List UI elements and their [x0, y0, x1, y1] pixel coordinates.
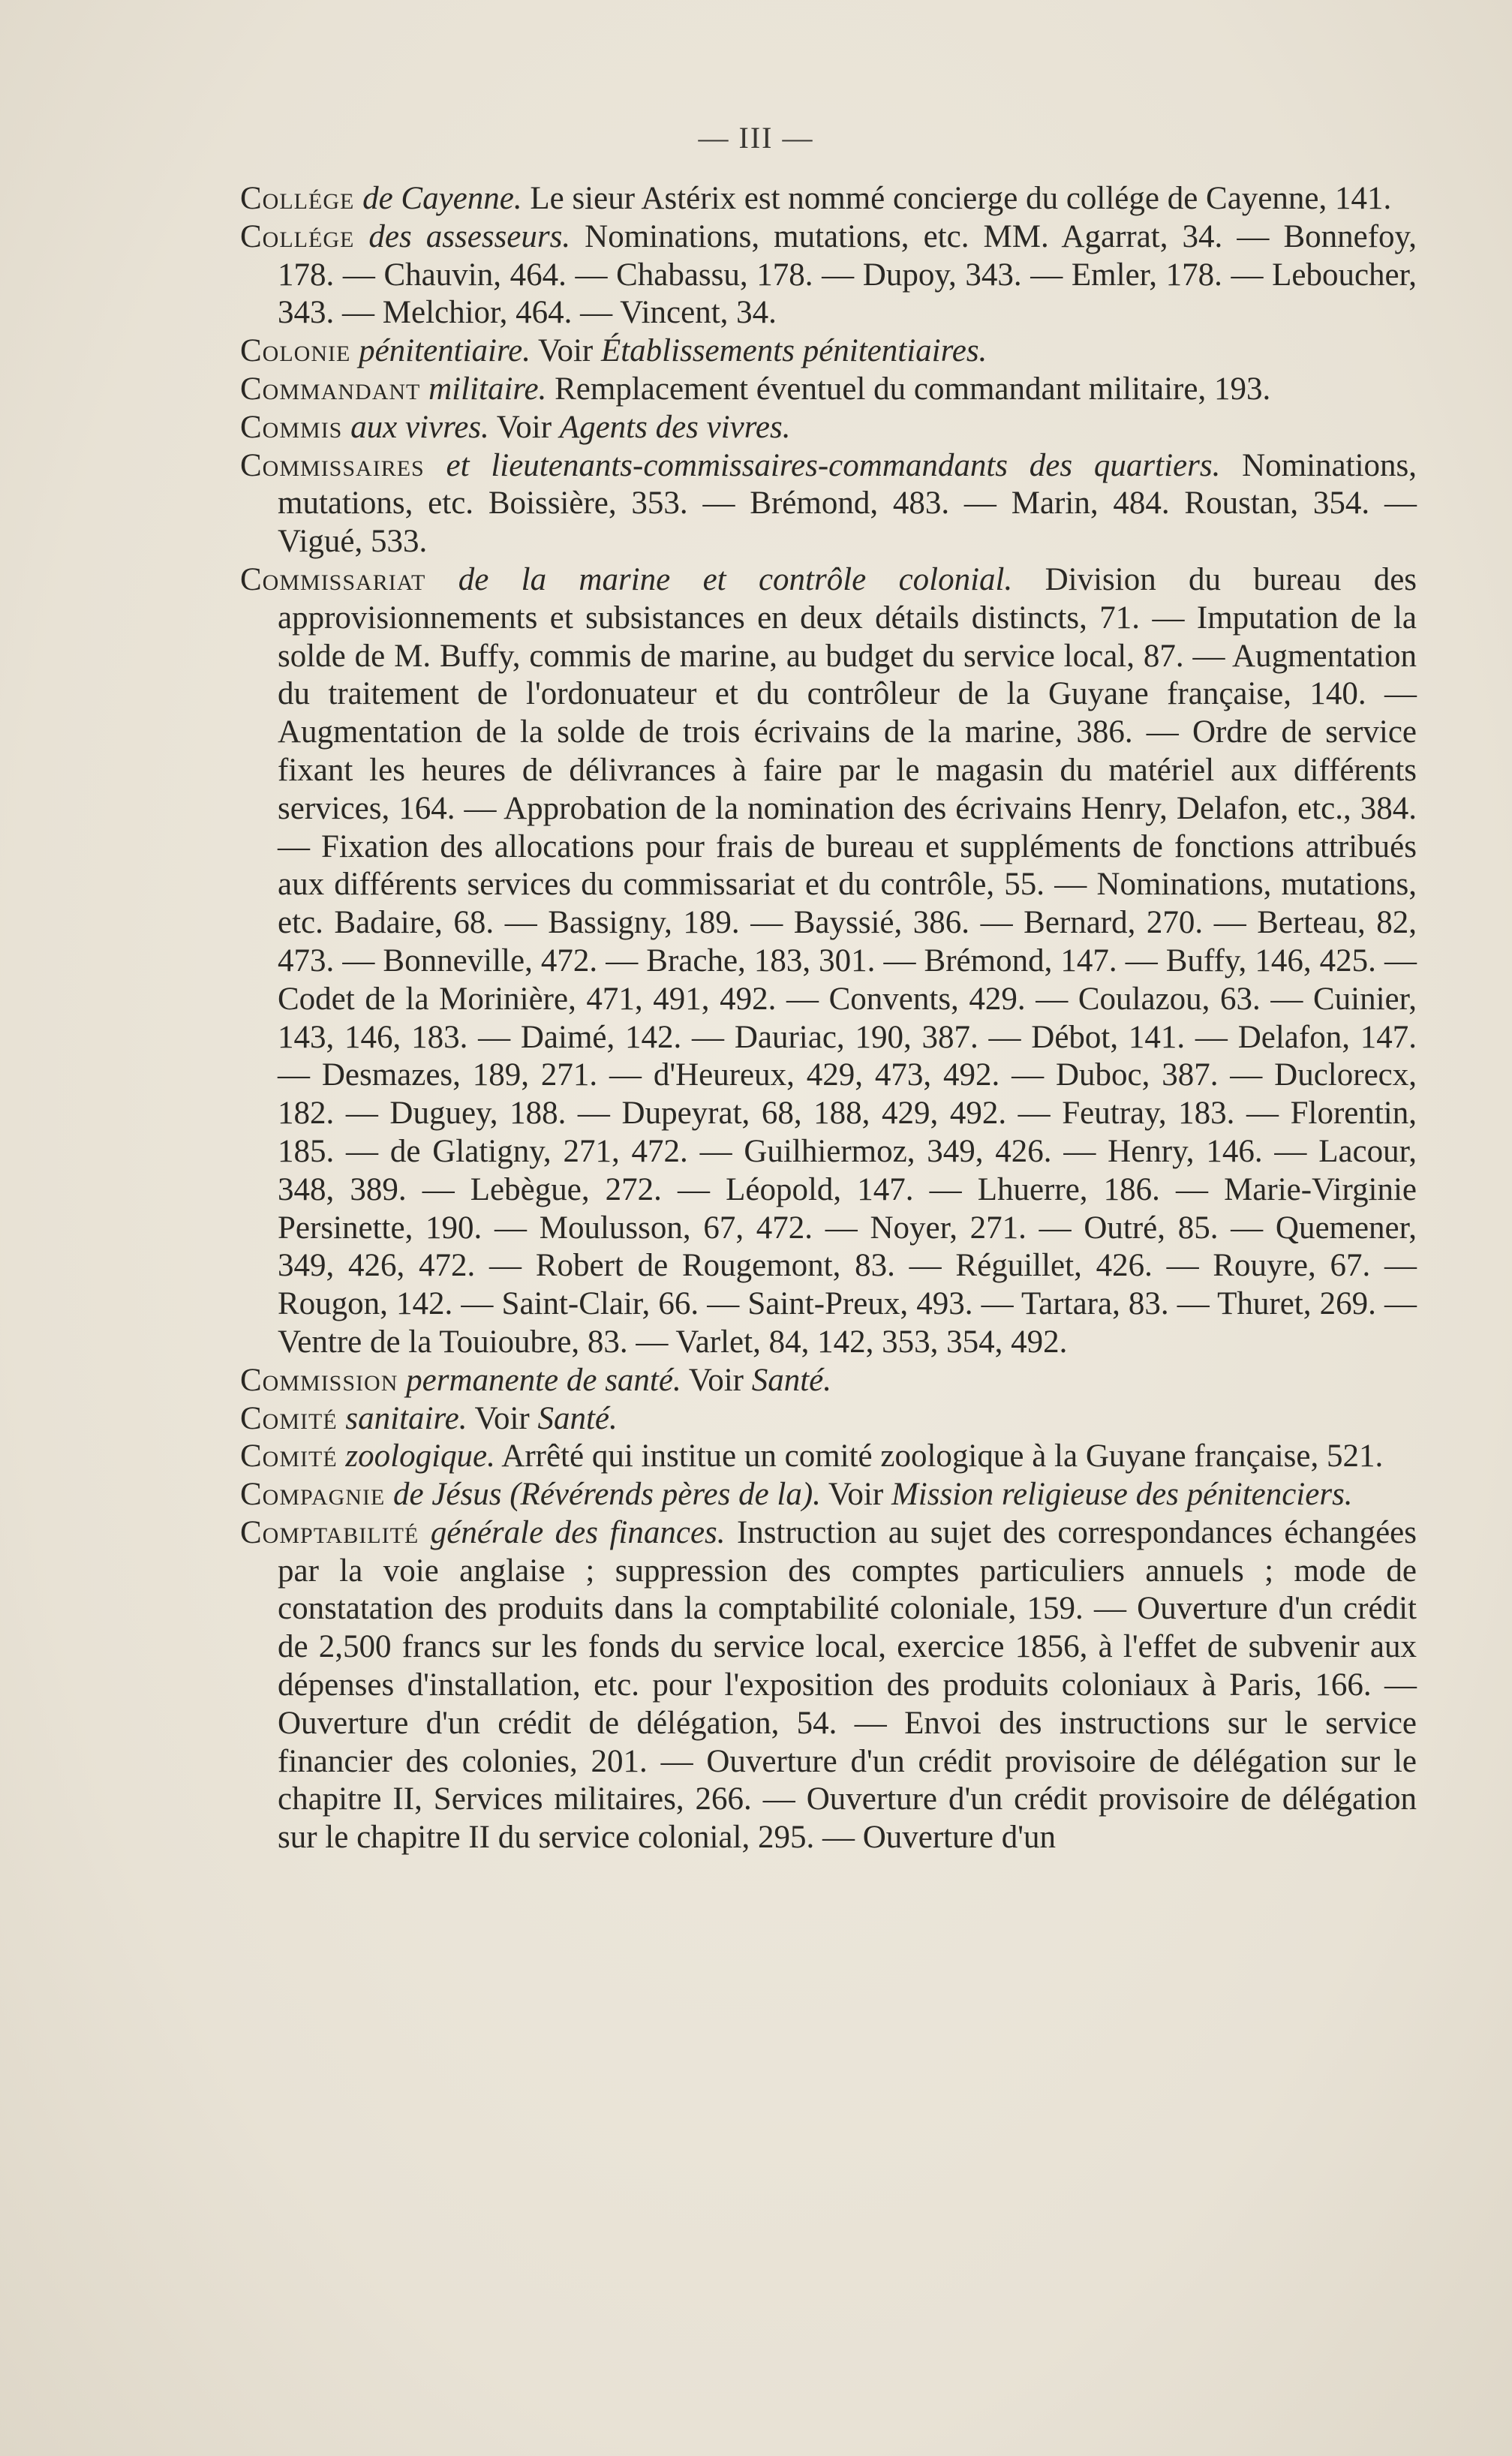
- entry-text: Instruction au sujet des correspondances échangées par la voie anglaise ; suppression des comptes particuliers annuels ; mode de constatation des produits dans la comptabilité coloniale, 159. — Ouverture d'un crédit de 2,500 francs sur les fonds du service local, exercice 1856, à l'effet de subvenir aux dépenses d'installation, etc. pour l'exposition des produits coloniaux à Paris, 166. — Ouverture d'un crédit de délégation, 54. — Envoi des instructions sur le service financier des colonies, 201. — Ouverture d'un crédit provisoire de délégation sur le chapitre II, Services militaires, 266. — Ouverture d'un crédit provisoire de délégation sur le chapitre II du service colonial, 295. — Ouverture d'un: [278, 1514, 1417, 1856]
- index-entry: [240, 1438, 1417, 1476]
- entry-heading: Collége: [240, 218, 355, 254]
- entry-text: Remplacement éventuel du commandant militaire, 193.: [546, 371, 1271, 407]
- entry-subheading: permanente de santé.: [406, 1362, 681, 1398]
- entry-subheading: de Cayenne.: [362, 181, 522, 216]
- entry-text: Division du bureau des approvisionnements et subsistances en deux détails distincts, 71. — Imputation de la solde de M. Buffy, commis de marine, au budget du service local, 87. — Augmentation du traitement de l'ordonuateur et du contrôleur de la Guyane française, 140. — Augmentation de la solde de trois écrivains de la marine, 386. — Ordre de service fixant les heures de délivrances à faire par le magasin du matériel aux différents services, 164. — Approbation de la nomination des écrivains Henry, Delafon, etc., 384. — Fixation des allocations pour frais de bureau et suppléments de fonctions attribués aux différents services du commissariat et du contrôle, 55. — Nominations, mutations, etc. Badaire, 68. — Bassigny, 189. — Bayssié, 386. — Bernard, 270. — Berteau, 82, 473. — Bonneville, 472. — Brache, 183, 301. — Brémond, 147. — Buffy, 146, 425. — Codet de la Morinière, 471, 491, 492. — Convents, 429. — Coulazou, 63. — Cuinier, 143, 146, 183. — Daimé, 142. — Dauriac, 190, 387. — Débot, 141. — Delafon, 147. — Desmazes, 189, 271. — d'Heureux, 429, 473, 492. — Duboc, 387. — Duclorecx, 182. — Duguey, 188. — Dupeyrat, 68, 188, 429, 492. — Feutray, 183. — Florentin, 185. — de Glatigny, 271, 472. — Guilhiermoz, 349, 426. — Henry, 146. — Lacour, 348, 389. — Lebègue, 272. — Léopold, 147. — Lhuerre, 186. — Marie-Virginie Persinette, 190. — Moulusson, 67, 472. — Noyer, 271. — Outré, 85. — Quemener, 349, 426, 472. — Robert de Rougemont, 83. — Réguillet, 426. — Rouyre, 67. — Rougon, 142. — Saint-Clair, 66. — Saint-Preux, 493. — Tartara, 83. — Thuret, 269. — Ventre de la Touioubre, 83. — Varlet, 84, 142, 353, 354, 492.: [278, 561, 1417, 1360]
- entry-subheading: aux vivres.: [350, 409, 489, 445]
- index-column: [240, 180, 1417, 1857]
- entry-text: Voir: [467, 1400, 538, 1436]
- index-entry: [240, 1362, 1417, 1400]
- entry-subheading: militaire.: [428, 371, 547, 407]
- entry-text: Voir: [681, 1362, 752, 1398]
- entry-heading: Colonie: [240, 333, 351, 369]
- index-entry: [240, 409, 1417, 447]
- entry-heading: Commission: [240, 1362, 398, 1398]
- entry-heading: Comptabilité: [240, 1514, 419, 1550]
- entry-subheading: des assesseurs.: [368, 218, 571, 254]
- entry-crossref: Agents des vivres.: [559, 409, 791, 445]
- index-entry: [240, 561, 1417, 1362]
- entry-heading: Comité: [240, 1438, 338, 1475]
- entry-text: Voir: [820, 1477, 891, 1513]
- entry-heading: Commissaires: [240, 447, 425, 483]
- entry-subheading: de Jésus (Révérends pères de la).: [393, 1477, 821, 1513]
- entry-text: Arrêté qui institue un comité zoologique à la Guyane française, 521.: [494, 1438, 1384, 1475]
- index-entry: [240, 1400, 1417, 1438]
- entry-text: Voir: [488, 409, 560, 445]
- index-entry: [240, 371, 1417, 409]
- entry-text: Nominations, mutations, etc. MM. Agarrat, 34. — Bonnefoy, 178. — Chauvin, 464. — Chabassu, 178. — Dupoy, 343. — Emler, 178. — Leboucher, 343. — Melchior, 464. — Vincent, 34.: [278, 218, 1417, 331]
- entry-crossref: Santé.: [537, 1400, 618, 1436]
- index-entry: [240, 1476, 1417, 1514]
- entry-heading: Comité: [240, 1400, 338, 1436]
- entry-text: Le sieur Astérix est nommé concierge du collége de Cayenne, 141.: [522, 181, 1392, 216]
- entry-crossref: Établissements pénitentiaires.: [600, 333, 987, 369]
- entry-heading: Commandant: [240, 371, 421, 407]
- entry-subheading: et lieutenants-commissaires-commandants des quartiers.: [446, 447, 1221, 483]
- entry-heading: Commis: [240, 409, 343, 445]
- entry-subheading: pénitentiaire.: [359, 333, 531, 369]
- entry-subheading: générale des finances.: [430, 1514, 726, 1550]
- index-entry: [240, 1514, 1417, 1857]
- entry-text: Voir: [530, 333, 601, 369]
- index-entry: [240, 447, 1417, 561]
- entry-subheading: de la marine et contrôle colonial.: [458, 561, 1013, 597]
- index-entry: [240, 218, 1417, 332]
- entry-heading: Collége: [240, 181, 355, 216]
- entry-crossref: Santé.: [751, 1362, 832, 1398]
- entry-subheading: sanitaire.: [345, 1400, 467, 1436]
- index-entry: [240, 180, 1417, 218]
- entry-crossref: Mission religieuse des pénitenciers.: [891, 1477, 1353, 1513]
- entry-heading: Compagnie: [240, 1477, 386, 1513]
- page-number: — III —: [698, 121, 814, 155]
- entry-subheading: zoologique.: [345, 1438, 495, 1475]
- index-entry: [240, 332, 1417, 371]
- entry-heading: Commissariat: [240, 561, 426, 597]
- entry-text: Nominations, mutations, etc. Boissière, 353. — Brémond, 483. — Marin, 484. Roustan, 354. — Vigué, 533.: [278, 447, 1417, 560]
